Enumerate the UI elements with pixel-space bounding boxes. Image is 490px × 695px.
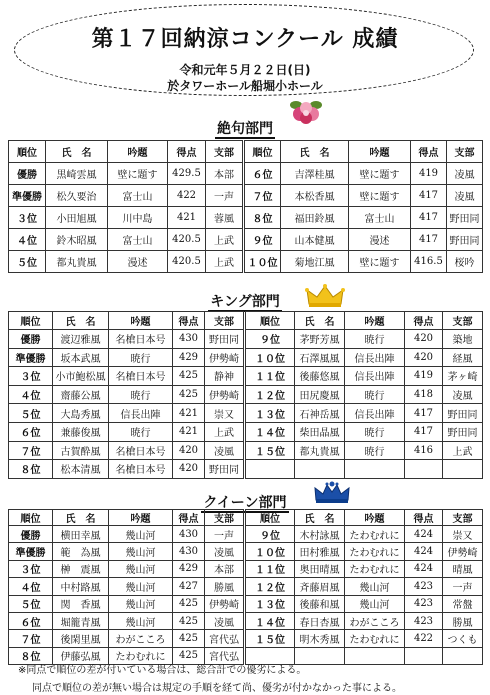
table-row xyxy=(9,207,483,229)
king-right-cell: 茅ヶ崎 xyxy=(443,367,483,386)
zekku-left-cell: 蓉風 xyxy=(206,207,244,229)
zekku-header-left-1: 氏 名 xyxy=(46,141,108,163)
zekku-left-cell: 420.5 xyxy=(168,251,206,273)
zekku-left-cell: 420.5 xyxy=(168,229,206,251)
queen-left-cell: 優勝 xyxy=(9,526,53,543)
queen-right-cell: 423 xyxy=(405,612,443,629)
king-right-cell xyxy=(245,460,295,479)
king-right-cell: 経風 xyxy=(443,348,483,367)
queen-header-left-3: 得点 xyxy=(173,510,205,526)
note-2: 同点で順位の差が無い場合は規定の手順を経て尚、優劣が付かなかった事による。 xyxy=(32,683,402,694)
zekku-left-cell: 富士山 xyxy=(108,185,168,207)
queen-left-cell: 関 香風 xyxy=(53,595,109,612)
king-left-cell: 信長出陣 xyxy=(109,404,173,423)
zekku-right-cell: 417 xyxy=(411,185,447,207)
king-left-cell: 古賀酔風 xyxy=(53,441,109,460)
king-left-cell: 準優勝 xyxy=(9,348,53,367)
king-left-cell: 崇又 xyxy=(205,404,245,423)
queen-left-cell: 429 xyxy=(173,560,205,577)
table-row xyxy=(9,578,483,595)
table-row xyxy=(9,441,483,460)
table-row xyxy=(9,163,483,185)
queen-right-cell: １２位 xyxy=(245,578,295,595)
zekku-left-cell: ３位 xyxy=(9,207,46,229)
table-row xyxy=(9,404,483,423)
table-row xyxy=(9,385,483,404)
king-right-cell: 417 xyxy=(405,422,443,441)
king-right-cell: 凌風 xyxy=(443,385,483,404)
queen-header-left-2: 吟題 xyxy=(109,510,173,526)
queen-right-cell: 奥田晴風 xyxy=(295,560,345,577)
queen-header-left-1: 氏 名 xyxy=(53,510,109,526)
queen-left-cell: 後閑里風 xyxy=(53,630,109,647)
king-left-cell: 兼藤俊風 xyxy=(53,422,109,441)
king-left-cell: 425 xyxy=(173,367,205,386)
king-right-cell: 暁行 xyxy=(345,422,405,441)
queen-right-cell: １０位 xyxy=(245,543,295,560)
king-left-cell: ８位 xyxy=(9,460,53,479)
queen-right-cell: 423 xyxy=(405,578,443,595)
queen-right-cell: １１位 xyxy=(245,560,295,577)
queen-header-right-2: 吟題 xyxy=(345,510,405,526)
queen-right-cell: 後藤和風 xyxy=(295,595,345,612)
king-right-cell: 暁行 xyxy=(345,330,405,349)
king-left-cell: 429 xyxy=(173,348,205,367)
queen-left-cell: 425 xyxy=(173,647,205,664)
zekku-right-cell: 417 xyxy=(411,229,447,251)
queen-left-cell: 幾山河 xyxy=(109,560,173,577)
event-date: 令和元年５月２２日(日) xyxy=(179,63,311,77)
queen-left-cell: たわむれに xyxy=(109,647,173,664)
queen-left-cell: ７位 xyxy=(9,630,53,647)
king-left-cell: 坂本武風 xyxy=(53,348,109,367)
queen-left-cell: 427 xyxy=(173,578,205,595)
zekku-left-cell: 鈴木昭風 xyxy=(46,229,108,251)
king-right-cell: 416 xyxy=(405,441,443,460)
zekku-right-cell: 富士山 xyxy=(349,207,411,229)
queen-right-cell: 木村詠風 xyxy=(295,526,345,543)
king-left-cell: ４位 xyxy=(9,385,53,404)
king-left-cell: 渡辺雅風 xyxy=(53,330,109,349)
zekku-right-cell: 菊地江風 xyxy=(281,251,349,273)
queen-right-cell: 423 xyxy=(405,595,443,612)
table-row xyxy=(9,460,483,479)
queen-right-cell xyxy=(405,647,443,664)
king-left-cell: 静神 xyxy=(205,367,245,386)
king-left-cell: 小市鮑松風 xyxy=(53,367,109,386)
queen-right-cell: 422 xyxy=(405,630,443,647)
king-left-cell: 名槍日本号 xyxy=(109,441,173,460)
zekku-right-cell: 416.5 xyxy=(411,251,447,273)
zekku-right-cell: 本松香風 xyxy=(281,185,349,207)
king-left-cell: 凌風 xyxy=(205,441,245,460)
table-row xyxy=(9,229,483,251)
queen-right-cell: 伊勢崎 xyxy=(443,543,483,560)
king-header-right-2: 吟題 xyxy=(345,312,405,330)
king-right-cell xyxy=(405,460,443,479)
king-left-cell: 430 xyxy=(173,330,205,349)
king-left-cell: ６位 xyxy=(9,422,53,441)
queen-left-cell: 425 xyxy=(173,630,205,647)
queen-right-cell: 春日杏風 xyxy=(295,612,345,629)
king-section-title: キング部門 xyxy=(210,294,280,310)
queen-right-cell: 幾山河 xyxy=(345,578,405,595)
queen-left-cell: 幾山河 xyxy=(109,526,173,543)
zekku-right-cell: 419 xyxy=(411,163,447,185)
queen-left-cell: 榊 震風 xyxy=(53,560,109,577)
zekku-right-cell: 壁に題す xyxy=(349,163,411,185)
king-left-cell: 暁行 xyxy=(109,385,173,404)
table-row xyxy=(9,185,483,207)
zekku-header-left-0: 順位 xyxy=(9,141,46,163)
queen-right-cell: 常盤 xyxy=(443,595,483,612)
king-header-left-1: 氏 名 xyxy=(53,312,109,330)
king-right-cell: 信長出陣 xyxy=(345,348,405,367)
king-header-left-4: 支部 xyxy=(205,312,245,330)
king-right-cell: １３位 xyxy=(245,404,295,423)
king-left-cell: ７位 xyxy=(9,441,53,460)
queen-left-cell: 中村路風 xyxy=(53,578,109,595)
king-table xyxy=(8,311,483,479)
queen-right-cell: 明木秀風 xyxy=(295,630,345,647)
king-right-cell: 信長出陣 xyxy=(345,367,405,386)
king-right-cell: １２位 xyxy=(245,385,295,404)
queen-left-cell: 凌風 xyxy=(205,612,245,629)
zekku-left-cell: 優勝 xyxy=(9,163,46,185)
zekku-section-title: 絶句部門 xyxy=(217,121,273,137)
queen-right-cell: つくも xyxy=(443,630,483,647)
king-right-cell: 417 xyxy=(405,404,443,423)
queen-left-cell: 伊藤弘風 xyxy=(53,647,109,664)
zekku-right-cell: 桜吟 xyxy=(447,251,483,273)
table-row xyxy=(9,543,483,560)
queen-right-cell: 424 xyxy=(405,543,443,560)
zekku-left-cell: 松久要治 xyxy=(46,185,108,207)
queen-left-cell: 勝風 xyxy=(205,578,245,595)
queen-header-right-0: 順位 xyxy=(245,510,295,526)
queen-left-cell: 横田幸風 xyxy=(53,526,109,543)
queen-left-cell: ３位 xyxy=(9,560,53,577)
zekku-left-cell: 421 xyxy=(168,207,206,229)
king-right-cell: １０位 xyxy=(245,348,295,367)
zekku-left-cell: ４位 xyxy=(9,229,46,251)
king-left-cell: 420 xyxy=(173,441,205,460)
table-row xyxy=(9,560,483,577)
king-right-cell: 野田同 xyxy=(443,404,483,423)
queen-header-right-4: 支部 xyxy=(443,510,483,526)
zekku-left-cell: 422 xyxy=(168,185,206,207)
queen-left-cell: ５位 xyxy=(9,595,53,612)
zekku-right-cell: 壁に題す xyxy=(349,185,411,207)
queen-left-cell: ６位 xyxy=(9,612,53,629)
king-right-cell: １５位 xyxy=(245,441,295,460)
queen-left-cell: 幾山河 xyxy=(109,595,173,612)
zekku-header-right-4: 支部 xyxy=(447,141,483,163)
zekku-right-cell: 凌風 xyxy=(447,163,483,185)
king-right-cell: 420 xyxy=(405,348,443,367)
king-header-right-0: 順位 xyxy=(245,312,295,330)
king-left-cell: 名槍日本号 xyxy=(109,367,173,386)
zekku-right-cell: 凌風 xyxy=(447,185,483,207)
king-right-cell: 418 xyxy=(405,385,443,404)
king-left-cell: 伊勢崎 xyxy=(205,385,245,404)
queen-right-cell: １３位 xyxy=(245,595,295,612)
king-header-left-0: 順位 xyxy=(9,312,53,330)
table-row xyxy=(9,348,483,367)
king-right-cell: １１位 xyxy=(245,367,295,386)
queen-right-cell: わがこころ xyxy=(345,612,405,629)
queen-right-cell xyxy=(443,647,483,664)
king-header-left-2: 吟題 xyxy=(109,312,173,330)
king-right-cell: 都丸貴風 xyxy=(295,441,345,460)
queen-left-cell: 宮代弘 xyxy=(205,647,245,664)
zekku-header-left-4: 支部 xyxy=(206,141,244,163)
king-header-right-1: 氏 名 xyxy=(295,312,345,330)
queen-right-cell: たわむれに xyxy=(345,560,405,577)
queen-left-cell: ４位 xyxy=(9,578,53,595)
queen-left-cell: 範 為風 xyxy=(53,543,109,560)
king-left-cell: 松本清風 xyxy=(53,460,109,479)
king-header-left-3: 得点 xyxy=(173,312,205,330)
queen-right-cell xyxy=(345,647,405,664)
queen-right-cell: たわむれに xyxy=(345,630,405,647)
zekku-left-cell: 小田旭風 xyxy=(46,207,108,229)
zekku-header-right-1: 氏 名 xyxy=(281,141,349,163)
king-left-cell: 421 xyxy=(173,422,205,441)
queen-right-cell: 幾山河 xyxy=(345,595,405,612)
zekku-left-cell: 都丸貴風 xyxy=(46,251,108,273)
king-right-cell xyxy=(295,460,345,479)
king-right-cell: 石神岳風 xyxy=(295,404,345,423)
zekku-right-cell: １０位 xyxy=(244,251,281,273)
zekku-left-cell: 壁に題す xyxy=(108,163,168,185)
note-1: ※同点で順位の差が付いている場合は、総合計での優劣による。 xyxy=(18,665,307,676)
zekku-left-cell: ５位 xyxy=(9,251,46,273)
zekku-header-left-3: 得点 xyxy=(168,141,206,163)
king-right-cell: 石澤風風 xyxy=(295,348,345,367)
queen-left-cell: 425 xyxy=(173,595,205,612)
queen-left-cell: 凌風 xyxy=(205,543,245,560)
queen-header-left-4: 支部 xyxy=(205,510,245,526)
zekku-right-cell: ９位 xyxy=(244,229,281,251)
queen-left-cell: 一声 xyxy=(205,526,245,543)
zekku-left-cell: 一声 xyxy=(206,185,244,207)
king-right-cell: 田尻慶風 xyxy=(295,385,345,404)
table-row xyxy=(9,251,483,273)
king-left-cell: 暁行 xyxy=(109,422,173,441)
queen-right-cell: １４位 xyxy=(245,612,295,629)
zekku-right-cell: 山本健風 xyxy=(281,229,349,251)
queen-left-cell: 堀籠青風 xyxy=(53,612,109,629)
zekku-left-cell: 上武 xyxy=(206,229,244,251)
queen-left-cell: わがこころ xyxy=(109,630,173,647)
table-row xyxy=(9,330,483,349)
king-right-cell: 柴田晶風 xyxy=(295,422,345,441)
king-left-cell: 名槍日本号 xyxy=(109,460,173,479)
king-right-cell: １４位 xyxy=(245,422,295,441)
queen-right-cell: たわむれに xyxy=(345,543,405,560)
queen-section-title: クイーン部門 xyxy=(203,495,287,511)
king-right-cell: 茅野芳風 xyxy=(295,330,345,349)
queen-left-cell: 425 xyxy=(173,612,205,629)
queen-table xyxy=(8,509,483,665)
zekku-left-cell: 富士山 xyxy=(108,229,168,251)
queen-left-cell: 本部 xyxy=(205,560,245,577)
queen-right-cell: 晴風 xyxy=(443,560,483,577)
king-right-cell: ９位 xyxy=(245,330,295,349)
king-left-cell: 伊勢崎 xyxy=(205,348,245,367)
queen-header-right-1: 氏 名 xyxy=(295,510,345,526)
queen-right-cell: １５位 xyxy=(245,630,295,647)
zekku-header-left-2: 吟題 xyxy=(108,141,168,163)
king-left-cell: 優勝 xyxy=(9,330,53,349)
table-row xyxy=(9,612,483,629)
king-left-cell: 425 xyxy=(173,385,205,404)
king-right-cell: 419 xyxy=(405,367,443,386)
king-left-cell: 名槍日本号 xyxy=(109,330,173,349)
zekku-right-cell: 福田鈴風 xyxy=(281,207,349,229)
king-right-cell xyxy=(345,460,405,479)
zekku-left-cell: 準優勝 xyxy=(9,185,46,207)
king-left-cell: 暁行 xyxy=(109,348,173,367)
queen-left-cell: 伊勢崎 xyxy=(205,595,245,612)
king-right-cell: 信長出陣 xyxy=(345,404,405,423)
king-right-cell: 築地 xyxy=(443,330,483,349)
queen-left-cell: 幾山河 xyxy=(109,578,173,595)
king-left-cell: 大島秀風 xyxy=(53,404,109,423)
queen-header-left-0: 順位 xyxy=(9,510,53,526)
queen-right-cell: 田村雅風 xyxy=(295,543,345,560)
king-right-cell xyxy=(443,460,483,479)
zekku-right-cell: 417 xyxy=(411,207,447,229)
king-right-cell: 野田同 xyxy=(443,422,483,441)
queen-left-cell: 幾山河 xyxy=(109,543,173,560)
queen-left-cell: ８位 xyxy=(9,647,53,664)
queen-right-cell: 崇又 xyxy=(443,526,483,543)
page-title: 第１７回納涼コンクール 成績 xyxy=(91,27,399,52)
zekku-right-cell: ８位 xyxy=(244,207,281,229)
king-right-cell: 暁行 xyxy=(345,385,405,404)
zekku-right-cell: ６位 xyxy=(244,163,281,185)
zekku-right-cell: 野田同 xyxy=(447,229,483,251)
zekku-right-cell: 野田同 xyxy=(447,207,483,229)
queen-right-cell: たわむれに xyxy=(345,526,405,543)
king-left-cell: 420 xyxy=(173,460,205,479)
queen-header-right-3: 得点 xyxy=(405,510,443,526)
king-header-right-3: 得点 xyxy=(405,312,443,330)
king-right-cell: 後藤悠風 xyxy=(295,367,345,386)
queen-right-cell: 斉藤眉風 xyxy=(295,578,345,595)
king-right-cell: 420 xyxy=(405,330,443,349)
zekku-right-cell: 吉澤桂風 xyxy=(281,163,349,185)
queen-right-cell: 一声 xyxy=(443,578,483,595)
queen-left-cell: 430 xyxy=(173,526,205,543)
queen-right-cell: 勝風 xyxy=(443,612,483,629)
zekku-left-cell: 本部 xyxy=(206,163,244,185)
king-left-cell: 齋藤公風 xyxy=(53,385,109,404)
king-left-cell: 上武 xyxy=(205,422,245,441)
table-row xyxy=(9,630,483,647)
zekku-left-cell: 429.5 xyxy=(168,163,206,185)
queen-right-cell: ９位 xyxy=(245,526,295,543)
queen-left-cell: 幾山河 xyxy=(109,612,173,629)
king-right-cell: 上武 xyxy=(443,441,483,460)
king-left-cell: ３位 xyxy=(9,367,53,386)
zekku-header-right-3: 得点 xyxy=(411,141,447,163)
zekku-left-cell: 黒崎雲風 xyxy=(46,163,108,185)
king-left-cell: ５位 xyxy=(9,404,53,423)
table-row xyxy=(9,422,483,441)
king-left-cell: 野田同 xyxy=(205,330,245,349)
table-row xyxy=(9,595,483,612)
zekku-right-cell: 漫述 xyxy=(349,229,411,251)
event-venue: 於タワーホール船堀小ホール xyxy=(167,79,323,93)
zekku-header-right-0: 順位 xyxy=(244,141,281,163)
table-row xyxy=(9,367,483,386)
king-left-cell: 421 xyxy=(173,404,205,423)
queen-right-cell: 424 xyxy=(405,526,443,543)
zekku-left-cell: 漫述 xyxy=(108,251,168,273)
zekku-left-cell: 上武 xyxy=(206,251,244,273)
queen-left-cell: 宮代弘 xyxy=(205,630,245,647)
queen-left-cell: 430 xyxy=(173,543,205,560)
zekku-right-cell: 壁に題す xyxy=(349,251,411,273)
queen-right-cell: 424 xyxy=(405,560,443,577)
zekku-left-cell: 川中島 xyxy=(108,207,168,229)
zekku-table xyxy=(8,140,483,273)
zekku-header-right-2: 吟題 xyxy=(349,141,411,163)
king-header-right-4: 支部 xyxy=(443,312,483,330)
table-row xyxy=(9,526,483,543)
zekku-right-cell: ７位 xyxy=(244,185,281,207)
queen-left-cell: 準優勝 xyxy=(9,543,53,560)
king-left-cell: 野田同 xyxy=(205,460,245,479)
king-right-cell: 暁行 xyxy=(345,441,405,460)
